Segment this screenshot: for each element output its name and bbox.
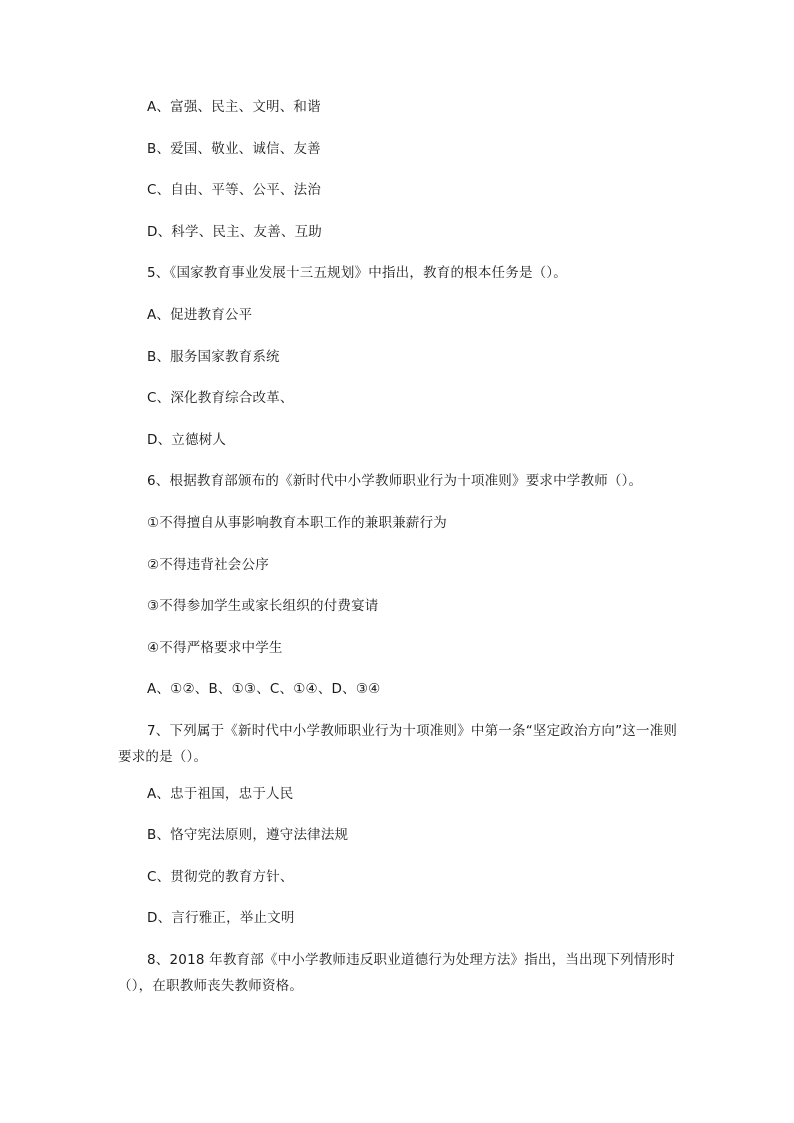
- q4-option-d: D、科学、民主、友善、互助: [147, 224, 322, 240]
- q6-item-1: ①不得擅自从事影响教育本职工作的兼职兼薪行为: [147, 515, 448, 531]
- q5-option-c: C、深化教育综合改革、: [147, 390, 294, 406]
- q4-option-b: B、爱国、敬业、诚信、友善: [147, 141, 321, 157]
- q6-item-4: ④不得严格要求中学生: [147, 640, 283, 656]
- q8-question: 8、2018 年教育部《中小学教师违反职业道德行为处理方法》指出，当出现下列情形时（），在职教师丧失教师资格。: [118, 952, 675, 994]
- q7-question: 7、下列属于《新时代中小学教师职业行为十项准则》中第一条“坚定政治方向”这一准则要求的是（）。: [118, 723, 678, 765]
- q6-item-2: ②不得违背社会公序: [147, 557, 269, 573]
- q5-option-a: A、促进教育公平: [147, 307, 253, 323]
- q6-item-3: ③不得参加学生或家长组织的付费宴请: [147, 598, 379, 614]
- q5-question: 5、《国家教育事业发展十三五规划》中指出，教育的根本任务是（）。: [147, 265, 567, 281]
- q7-option-b: B、恪守宪法原则，遵守法律法规: [147, 827, 349, 843]
- q7-option-a: A、忠于祖国，忠于人民: [147, 786, 294, 802]
- q7-option-d: D、言行雅正，举止文明: [147, 910, 295, 926]
- q7-option-c: C、贯彻党的教育方针、: [147, 869, 294, 885]
- q6-question: 6、根据教育部颁布的《新时代中小学教师职业行为十项准则》要求中学教师（）。: [147, 473, 643, 489]
- q5-option-d: D、立德树人: [147, 432, 227, 448]
- q4-option-c: C、自由、平等、公平、法治: [147, 182, 322, 198]
- q5-option-b: B、服务国家教育系统: [147, 349, 280, 365]
- q4-option-a: A、富强、民主、文明、和谐: [147, 99, 321, 115]
- q6-options: A、①②、B、①③、C、①④、D、③④: [147, 681, 381, 697]
